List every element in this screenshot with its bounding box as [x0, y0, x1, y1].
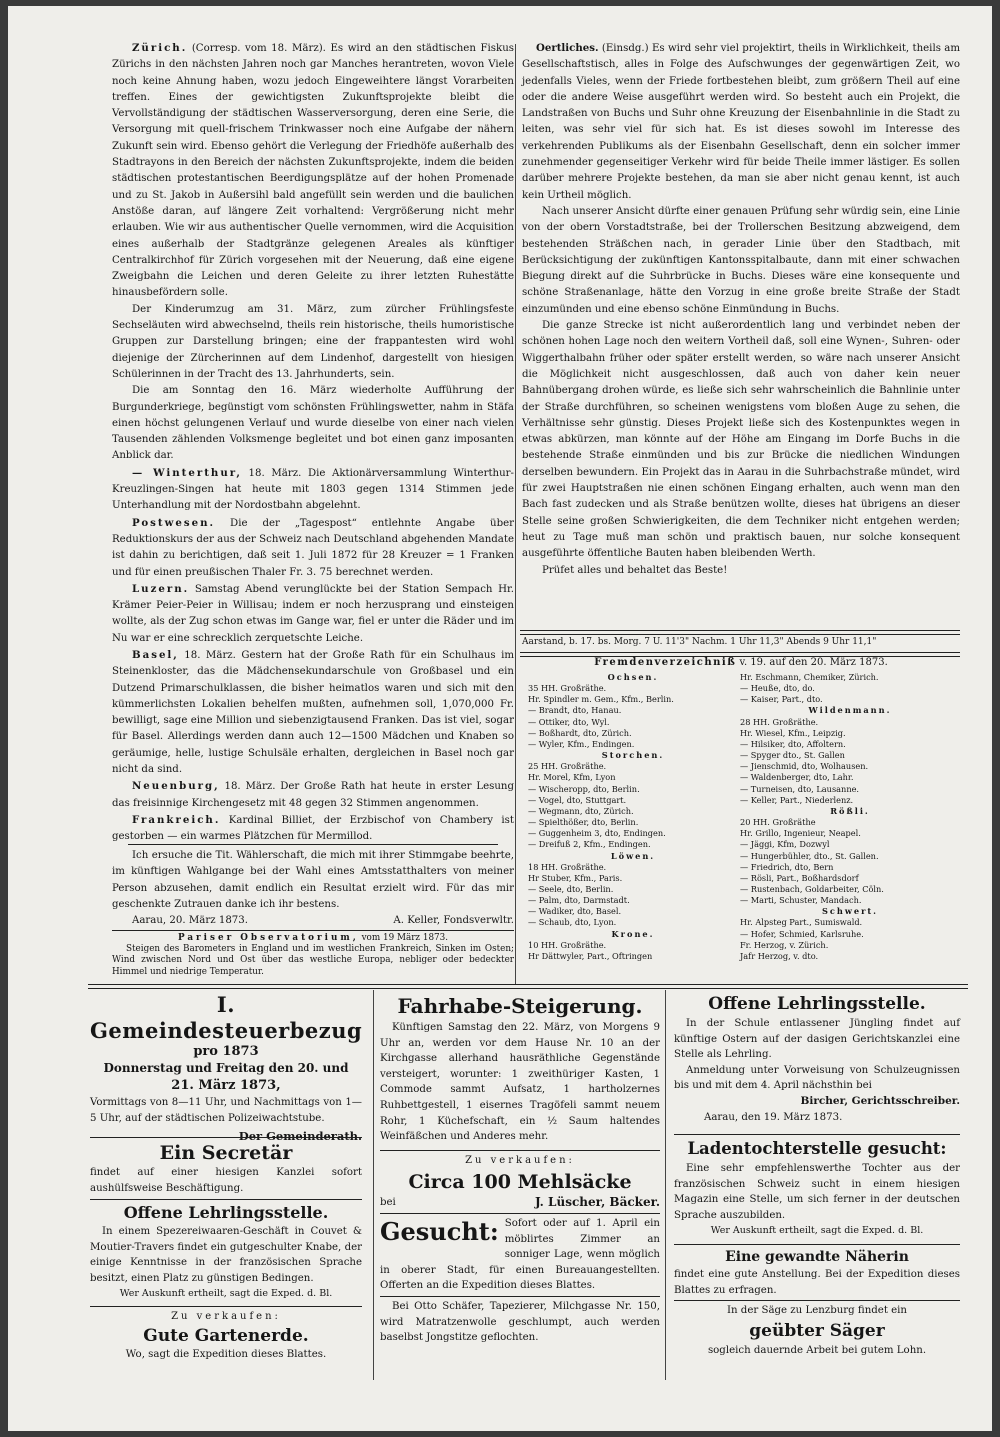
guest-entry: Hr Stuber, Kfm., Paris.: [528, 872, 623, 883]
guest-entry: Fr. Herzog, v. Zürich.: [740, 939, 829, 950]
guest-entry: — Spyger dto., St. Gallen: [740, 750, 845, 761]
ads-divider-2: [665, 990, 666, 1380]
divider-ad-1a: [90, 1137, 362, 1138]
guest-entry: Hr. Morel, Kfm, Lyon: [528, 772, 616, 783]
ad-lehrling-gericht: [674, 992, 960, 1125]
guest-entry: — Wadiker, dto, Basel.: [528, 906, 622, 917]
ad-gesucht: [380, 1216, 660, 1294]
ads-divider-1: [373, 990, 374, 1380]
divider-ad-1c: [90, 1306, 362, 1307]
guest-entry: Hr. Spindler m. Gem., Kfm., Berlin.: [528, 694, 674, 705]
article-frankreich: Frankreich. Kardinal Billiet, der Erzbischof von Chambery ist gestorben — ein warmes Plätzchen für Mermillod.: [112, 813, 514, 843]
voter-notice-sign: A. Keller, Fondsverwltr.: [393, 915, 514, 927]
article-burgunderkriege: Die am Sonntag den 16. März wiederholte Aufführung der Burgunderkriege, begünstigt vom schönsten Frühlingswetter, nahm in Stäfa einen höchst gelungenen Verlauf und wurde dieselbe von einer nach vielen Tausenden zählenden Volksmenge begleitet und bot einen ganz imposanten Anblick dar.: [112, 385, 514, 462]
mehl-head: Zu verkaufen:: [465, 1155, 575, 1166]
ad-ladentochter: [674, 1137, 960, 1239]
guest-entry: 25 HH. Großräthe.: [528, 761, 607, 772]
guest-entry: — Rustenbach, Goldarbeiter, Cöln.: [740, 883, 884, 894]
gesucht-text: Sofort oder auf 1. April ein möblirtes Zimmer an sonniger Lage, wenn möglich in oberer Stadt, für einen Bureauangestellten. Offerten an die Expedition dieses Blattes.: [380, 1218, 660, 1292]
saeger-title: geübter Säger: [749, 1320, 885, 1341]
garten-head: Zu verkaufen:: [171, 1311, 281, 1322]
divider-ad-3a: [674, 1134, 960, 1135]
divider-ad-2a: [380, 1150, 660, 1151]
article-luzern: Luzern. Samstag Abend verunglückte bei der Station Sempach Hr. Krämer Peier-Peier in Willisau; indem er noch herzusprang und einsteigen wollte, als der Zug schon etwas im Gange war, fiel er unter die Räder und im Nu war er eine schrecklich zerquetschte Leiche.: [112, 582, 515, 644]
hotel-heading: Storchen.: [601, 750, 665, 761]
guest-entry: Hr Dättwyler, Part., Oftringen: [528, 950, 653, 961]
fremden-date: v. 19. auf den 20. März 1873.: [739, 657, 888, 668]
article-basel: Basel, 18. März. Gestern hat der Große Rath für ein Schulhaus im Steinenkloster, das die Mädchensekundarschule von Großbasel und ein Dutzend Primarschulklassen, die bisher heimatlos waren und sich mit den kümmerlichsten Lokalien behelfen mußten, aufnehmen soll, 1,070,000 Fr. bewilligt, sage eine Million und siebenzigtausend Franken. Das ist viel, sogar für Basel. Allerdings werden dann auch 12—1500 Mädchen und Knaben so geräumige, helle, lustige Schulsäle erhalten, dergleichen in Basel noch gar nicht da sind.: [112, 648, 514, 776]
gemeinde-text: Vormittags von 8—11 Uhr, und Nachmittags von 1—5 Uhr, auf der städtischen Polizeiwachtstube.: [90, 1097, 362, 1124]
guest-entry: — Kaiser, Part., dto.: [740, 694, 823, 705]
hotel-heading: Krone.: [611, 928, 655, 939]
ad-secretaer: [90, 1141, 362, 1196]
article-oertliches-3: Die ganze Strecke ist nicht außerordentlich lang und verbindet neben der schönen hohen Lage noch den weitern Vortheil daß, soll eine Wynen-, Suhren- oder Wiggerthalbahn früher oder später erstellt werden, so wäre nach unserer Ansicht die Möglichkeit nicht ausgeschlossen, daß auch von daher kein neuer Bahnübergang drohen würde, es ließe sich sehr wahrscheinlich die Bahnlinie unter der Straße durchführen, so scheinen wenigstens vom bloßen Auge zu sehen, die Verhältnisse sehr günstig. Dieses Projekt ließe sich des Kostenpunktes wegen in etwas abkürzen, man könnte auf der Höhe am Eingang im Dorfe Buchs in die bestehende Straße einmünden und bis zur Brücke die niedlichen Windungen derselben bewundern. Ein Projekt das in Aarau in die Suhrbachstraße mündet, wird für zwei Hauptstraßen nie einen schönen Eingang erhalten, auch wenn man den Bach fast zudecken und als Straße benützen wollte, dieses hat übrigens an dieser Stelle seine großen Schwierigkeiten, die dem Techniker nicht entgehen werden; heut zu Tage muß man schön und praktisch bauen, nur solche konsequent ausgeführte öffentliche Bauten haben bleibenden Werth.: [522, 320, 960, 560]
guest-entry: — Guggenheim 3, dto, Endingen.: [528, 828, 666, 839]
guest-entry: — Rösli, Part., Boßhardsdorf: [740, 872, 859, 883]
ad-naeherin: [674, 1247, 960, 1298]
guest-entry: — Ottiker, dto, Wyl.: [528, 716, 610, 727]
guest-entry: — Wegmann, dto, Zürich.: [528, 805, 634, 816]
ad-lehrling-couvet: [90, 1202, 362, 1302]
mehl-title: Circa 100 Mehlsäcke: [408, 1170, 632, 1193]
guest-entry: — Marti, Schuster, Mandach.: [740, 895, 862, 906]
divider-left-notice: [128, 844, 498, 845]
column-divider: [515, 44, 516, 984]
hotel-heading: Wildenmann.: [808, 705, 892, 716]
naeherin-text: findet eine gute Anstellung. Bei der Expedition dieses Blattes zu erfragen.: [674, 1269, 960, 1296]
divider-ad-2b: [380, 1213, 660, 1214]
observatory-report: [112, 933, 514, 978]
guest-entry: — Dreifuß 2, Kfm., Endingen.: [528, 839, 651, 850]
article-oertliches-4: Prüfet alles und behaltet das Beste!: [542, 564, 728, 576]
laden-title: Ladentochterstelle gesucht:: [687, 1139, 947, 1158]
hotel-heading: Schwert.: [821, 906, 879, 917]
guest-entry: — Friedrich, dto, Bern: [740, 861, 834, 872]
ad-gartenerde: [90, 1309, 362, 1362]
divider-aarstand: [520, 630, 960, 635]
guest-entry: 18 HH. Großräthe.: [528, 861, 607, 872]
laden-text: Eine sehr empfehlenswerthe Tochter aus der französischen Schweiz sucht in einem hiesigen Magazin eine Stelle, um sich ferner in der deutschen Sprache auszubilden.: [674, 1163, 960, 1221]
guest-entry: — Vogel, dto, Stuttgart.: [528, 794, 627, 805]
naeherin-title: Eine gewandte Näherin: [725, 1249, 909, 1265]
gemeinde-sub: pro 1873: [193, 1044, 259, 1059]
ad-mehlsaecke: [380, 1153, 660, 1210]
guest-entry: — Seele, dto, Berlin.: [528, 883, 614, 894]
lehr2-text2: Anmeldung unter Vorweisung von Schulzeugnissen bis und mit dem 4. April nächsthin bei: [674, 1064, 960, 1092]
guest-entry: — Palm, dto, Darmstadt.: [528, 895, 630, 906]
newspaper-page: [8, 6, 992, 1431]
ad-fahrhabe: [380, 992, 660, 1145]
saeger-text1: In der Säge zu Lenzburg findet ein: [726, 1305, 907, 1316]
guest-entry: — Brandt, dto, Hanau.: [528, 705, 622, 716]
guest-entry: — Keller, Part., Niederlenz.: [740, 794, 854, 805]
schaefer-text: Bei Otto Schäfer, Tapezierer, Milchgasse Nr. 150, wird Matratzenwolle geschlumpt, auch werden baselbst Jongstitze geflochten.: [380, 1301, 660, 1344]
guest-entry: — Turneisen, dto, Lausanne.: [740, 783, 860, 794]
article-postwesen: Postwesen. Die der „Tagespost“ entlehnte Angabe über Reduktionskurs der aus der Schweiz nach Deutschland abgehenden Mandate ist dahin zu berichtigen, daß seit 1. Juli 1872 für 28 Kreuzer = 1 Franken und für einen preußischen Thaler Fr. 3. 75 berechnet werden.: [112, 516, 514, 578]
guest-entry: — Hungerbühler, dto., St. Gallen.: [740, 850, 879, 861]
lehr1-title: Offene Lehrlingsstelle.: [123, 1203, 329, 1222]
article-oertliches-2: Nach unserer Ansicht dürfte einer genauen Prüfung sehr würdig sein, eine Linie von der obern Vorstadtstraße, bei der Trollerschen Besitzung abzweigend, dem bestehenden Sträßchen nach, in gerader Linie über den Stadtbach, mit Berücksichtigung der zukünftigen Kantonsspitalbaute, dann mit einer schwachen Biegung direkt auf die Suhrbrücke in Buchs. Dieses wäre eine konsequente und schöne Straßenanlage, hätte den Vorzug in eine große breite Straße der Stadt einzumünden und eine ebenso schöne Einmündung in Buchs.: [522, 205, 960, 315]
lehr1-info: Wer Auskunft ertheilt, sagt die Exped. d. Bl.: [119, 1288, 333, 1300]
observatory-text: Steigen des Barometers in England und im westlichen Frankreich, Sinken im Osten; Wind zwischen Nord und Ost über das westliche Europa, nebliger oder bedeckter Himmel und niedrige Temperatur.: [112, 944, 514, 977]
divider-ad-3c: [674, 1300, 960, 1301]
ad-saeger: [674, 1303, 960, 1358]
guest-entry: — Wischeropp, dto, Berlin.: [528, 783, 640, 794]
ad-schaefer: [380, 1299, 660, 1346]
hotel-heading: Rößli.: [830, 805, 870, 816]
observatory-date: vom 19 März 1873.: [361, 933, 449, 943]
guest-entry: Hr. Grillo, Ingenieur, Neapel.: [740, 828, 861, 839]
divider-ad-1b: [90, 1199, 362, 1200]
guest-entry: 20 HH. Großräthe: [740, 817, 816, 828]
secretaer-text: findet auf einer hiesigen Kanzlei sofort aushülfsweise Beschäftigung.: [90, 1167, 362, 1194]
hotel-heading: Löwen.: [610, 850, 656, 861]
fahrhabe-text: Künftigen Samstag den 22. März, von Morgens 9 Uhr an, werden vor dem Hause Nr. 10 an der Kirchgasse allerhand hausräthliche Gegenstände versteigert, worunter: 1 zweithüriger Kasten, 1 Commode sammt Aufsatz, 1 hartholzernes Ruhbettgestell, 1 eisernes Tragöfeli sammt neuem Rohr, 1 Küchefschaft, ein ½ Saum haltendes Weinfäßchen und Anderes mehr.: [380, 1022, 660, 1143]
guest-entry: 35 HH. Großräthe.: [528, 683, 607, 694]
hotel-heading: Ochsen.: [607, 672, 659, 682]
lehr2-title: Offene Lehrlingsstelle.: [708, 994, 926, 1014]
guest-entry: — Wyler, Kfm., Endingen.: [528, 738, 635, 749]
secretaer-title: Ein Secretär: [159, 1142, 293, 1164]
fremden-list-left: [528, 672, 738, 962]
article-winterthur: — Winterthur, 18. März. Die Aktionärversammlung Winterthur-Kreuzlingen-Singen hat heute mit 1803 gegen 1314 Stimmen jede Unterhandlung mit der Nordostbahn abgelehnt.: [112, 466, 514, 512]
gesucht-title: Gesucht:: [380, 1217, 499, 1246]
fahrhabe-title: Fahrhabe-Steigerung.: [397, 994, 643, 1018]
fremden-title: Fremdenverzeichniß: [594, 657, 737, 668]
laden-info: Wer Auskunft ertheilt, sagt die Exped. d. Bl.: [710, 1225, 924, 1237]
lehr1-text: In einem Spezereiwaaren-Geschäft in Couvet & Moutier-Travers findet ein gutgeschulter Knabe, der einige Kenntnisse in der französischen Sprache besitzt, einen Platz zu günstigen Bedingen.: [90, 1226, 362, 1284]
garten-text: Wo, sagt die Expedition dieses Blattes.: [125, 1348, 327, 1360]
voter-notice: [112, 848, 514, 929]
guest-entry: — Heuße, dto, do.: [740, 683, 815, 694]
voter-notice-text: Ich ersuche die Tit. Wählerschaft, die mich mit ihrer Stimmgabe beehrte, im künftigen Wahlgange bei der Wahl eines Amtsstatthalters von meiner Person abzusehen, damit endlich ein Resultat erzielt wird. Für das mir geschenkte Zutrauen danke ich ihr bestens.: [112, 850, 514, 910]
guest-entry: 10 HH. Großräthe.: [528, 939, 607, 950]
guest-entry: Hr. Alpsteg Part., Sumiswald.: [740, 917, 863, 928]
guest-entry: — Waldenberger, dto, Lahr.: [740, 772, 854, 783]
guest-entry: — Hofer, Schmied, Karlsruhe.: [740, 928, 864, 939]
mehl-name: J. Lüscher, Bäcker.: [534, 1194, 660, 1209]
divider-ads-top: [88, 984, 968, 989]
lehr2-date: Aarau, den 19. März 1873.: [704, 1111, 843, 1123]
gemeinde-days1: Donnerstag und Freitag den 20. und: [103, 1061, 349, 1075]
guest-entry: — Boßhardt, dto, Zürich.: [528, 727, 632, 738]
left-news-column: [112, 40, 514, 846]
voter-notice-place: Aarau, 20. März 1873.: [132, 915, 248, 927]
ad-gemeindesteuer: [90, 992, 362, 1146]
guest-entry: — Spielthößer, dto, Berlin.: [528, 817, 639, 828]
guest-entry: — Schaub, dto, Lyon.: [528, 917, 617, 928]
article-zuerich: Zürich. (Corresp. vom 18. März). Es wird an den städtischen Fiskus Zürichs in den nächsten Jahren noch gar Manches herantreten, wovon Viele noch keine Ahnung haben, wozu jedoch Eingeweihtere längst Vorarbeiten treffen. Eines der gewichtigsten Zukunftsprojekte bleibt die Vervollständigung der städtischen Wasserversorgung, deren eine Serie, die Versorgung mit quell-frischem Trinkwasser noch eine Aufgabe der nähern Zukunft sein wird. Ebenso gehört die Verlegung der Friedhöfe außerhalb des Stadtrayons in den Bereich der nächsten Zukunftsprojekte, indem die beiden städtischen protestantischen Beerdigungsplätze auf der hohen Promenade und zu St. Jakob in Außersihl bald angefüllt sein werden und die baulichen Anstöße daran, auf längere Zeit vorhaltend: Vergrößerung nicht mehr erlauben. Wie wir aus authentischer Quelle vernommen, wird die Acquisition eines außerhalb der Stadtgränze gelegenen Areales als künftiger Centralkirchhof für Zürich vorgesehen mit der Neuerung, daß eine eigene Zweigbahn die Leichen und deren Geleite zu ihrer letzten Ruhestätte hinausbefördern solle.: [112, 42, 514, 299]
right-news-column: [522, 40, 960, 579]
divider-observatory: [112, 930, 514, 931]
article-kinderumzug: Der Kinderumzug am 31. März, zum zürcher Frühlingsfeste Sechseläuten wird abwechselnd, theils rein historische, theils humoristische Gruppen zur Darstellung bringen; eine der frappantesten wird wohl diejenige der Zürcherinnen auf dem Lindenhof, dargestellt von hiesigen Schülerinnen in der Tracht des 13. Jahrhunderts, sein.: [112, 303, 514, 380]
gemeinde-days2: 21. März 1873,: [171, 1078, 281, 1093]
guest-entry: — Hilsiker, dto, Affoltern.: [740, 738, 846, 749]
divider-ad-3b: [674, 1244, 960, 1245]
saeger-text2: sogleich dauernde Arbeit bei gutem Lohn.: [707, 1344, 927, 1356]
lehr2-sign: Bircher, Gerichtsschreiber.: [800, 1094, 960, 1107]
lehr2-text: In der Schule entlassener Jüngling findet auf künftige Ostern auf der dasigen Gerichtskanzlei eine Stelle als Lehrling.: [674, 1018, 960, 1061]
guest-entry: — Jienschmid, dto, Wolhausen.: [740, 761, 869, 772]
guest-entry: — Jäggi, Kfm, Dozwyl: [740, 839, 830, 850]
article-neuenburg: Neuenburg, 18. März. Der Große Rath hat heute in erster Lesung das freisinnige Kirchengesetz mit 48 gegen 32 Stimmen angenommen.: [112, 780, 514, 809]
article-oertliches: Oertliches. (Einsdg.) Es wird sehr viel projektirt, theils in Wirklichkeit, theils am Gesellschaftstisch, alles in Folge des Aufschwunges der gegenwärtigen Zeit, wo jedenfalls Vieles, wenn der Friede fortbestehen bleibt, zum größern Theil auf eine oder die andere Weise ausgeführt werden wird. So besteht auch ein Projekt, die Landstraßen von Buchs und Suhr ohne Kreuzung der Eisenbahnlinie in die Stadt zu leiten, was sehr viel für sich hat. Es ist dieses sowohl im Interesse des verkehrenden Publikums als der Eisenbahn Gesellschaft, denn ein solcher immer zunehmender gegenseitiger Verkehr wird für beide Theile immer lästiger. Es sollen darüber mehrere Projekte bestehen, da man sie aber nicht genau kennt, ist auch kein Urtheil möglich.: [522, 42, 960, 201]
fremden-header: [522, 657, 960, 668]
guest-entry: Hr. Wiesel, Kfm., Leipzig.: [740, 727, 846, 738]
mehl-by: bei: [380, 1196, 396, 1208]
fremden-list-right: [740, 672, 960, 962]
guest-entry: Jafr Herzog, v. dto.: [740, 950, 819, 961]
observatory-title: Pariser Observatorium,: [177, 933, 359, 943]
garten-title: Gute Gartenerde.: [143, 1325, 309, 1346]
guest-entry: 28 HH. Großräthe.: [740, 716, 819, 727]
guest-entry: Hr. Eschmann, Chemiker, Zürich.: [740, 672, 879, 682]
divider-ad-2c: [380, 1296, 660, 1297]
gemeinde-title: I. Gemeindesteuerbezug: [90, 992, 363, 1043]
aarstand-line: Aarstand, b. 17. bs. Morg. 7 U. 11'3" Nachm. 1 Uhr 11,3" Abends 9 Uhr 11,1": [522, 637, 877, 647]
